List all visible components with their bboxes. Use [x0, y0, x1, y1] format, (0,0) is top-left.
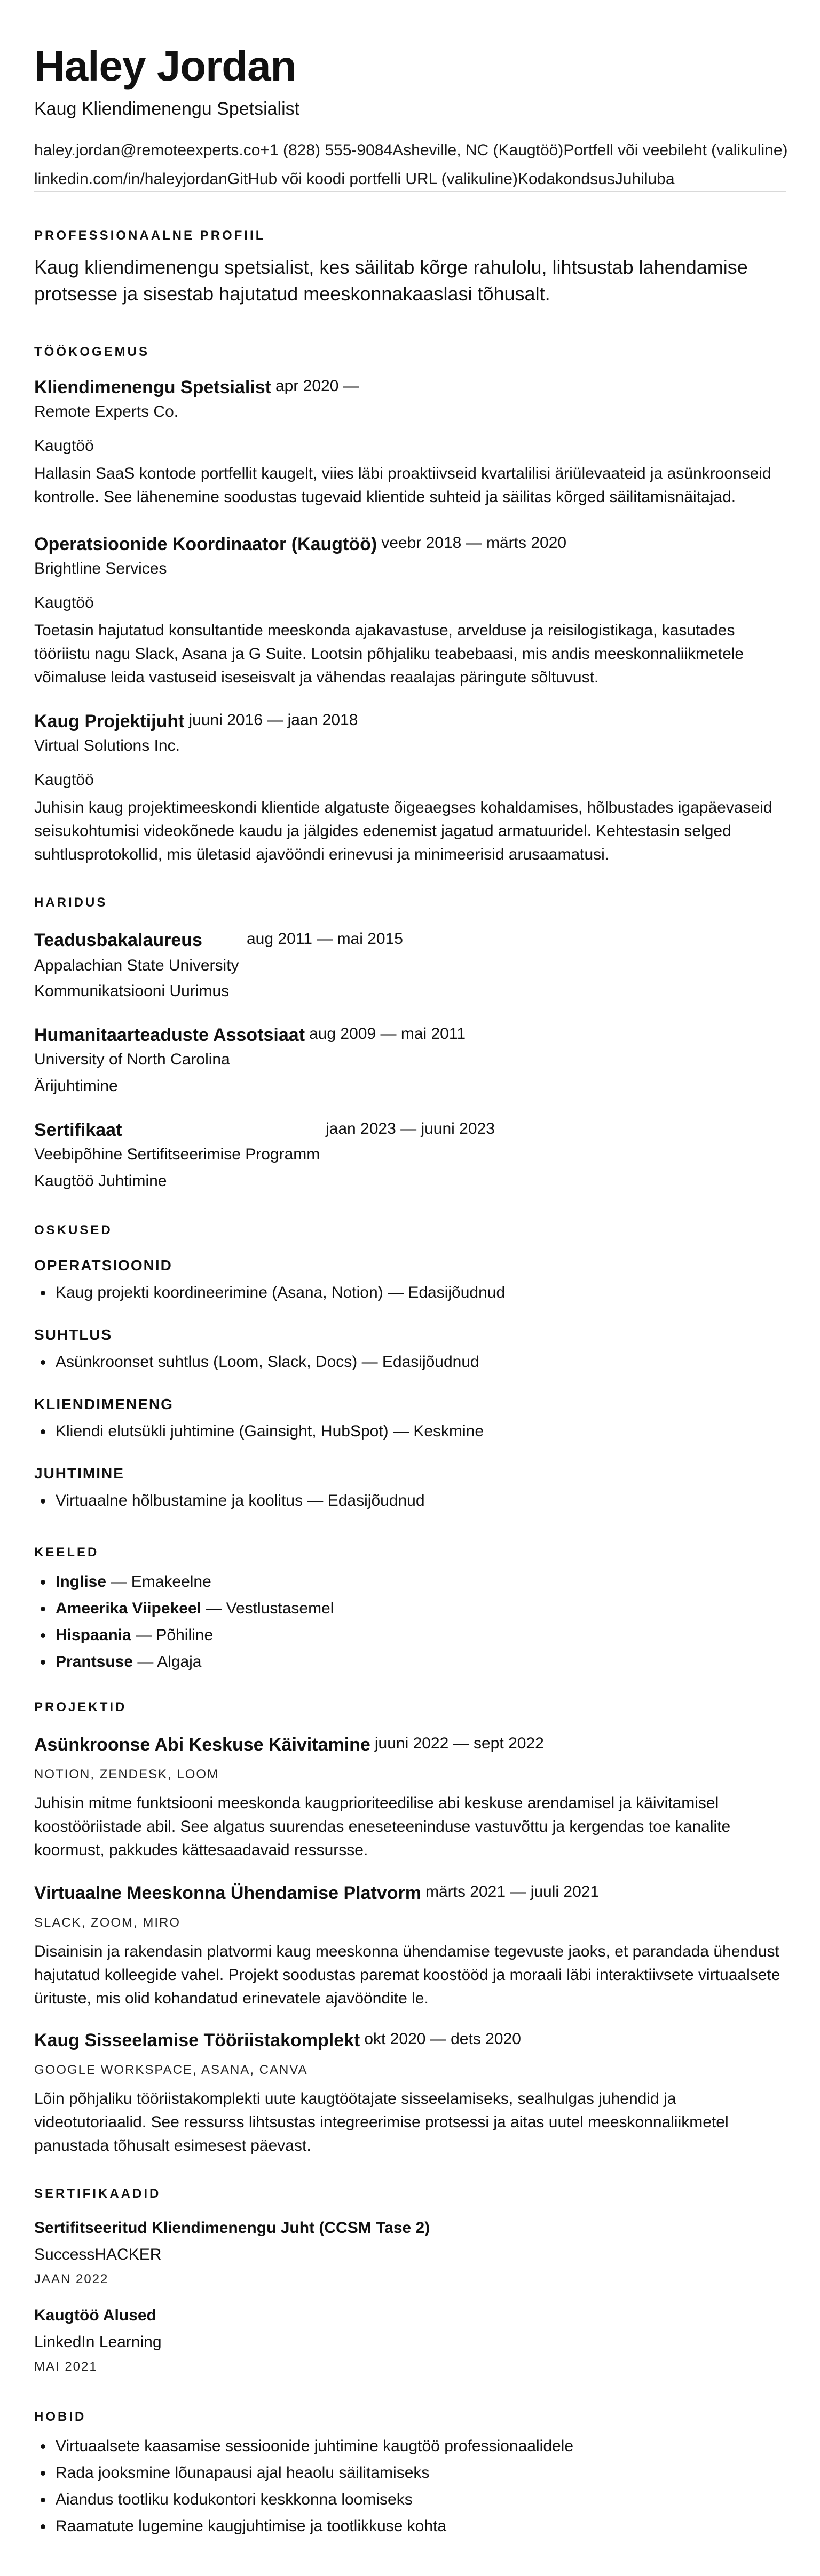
hobby-list [34, 2433, 573, 2540]
experience-description: Juhisin kaug projektimeeskondi klientide algatuste õigeaegses kohaldamises, hõlbustades igapäevaseid seisukohtumisi videokõnede kaudu ja jälgides edenemist jagatud armatuuridel. Kehtestasin selged suhtlusprotokollid, mis ületasid ajavööndi erinevusi ja minimeerisid arusaamatusi. [34, 799, 772, 863]
skill-list [34, 1279, 505, 1306]
experience-entry-header [34, 532, 566, 556]
project-tools: GOOGLE WORKSPACE, ASANA, CANVA [34, 2063, 308, 2077]
certification-date: MAI 2021 [34, 2359, 98, 2374]
contact-row-1 [34, 140, 788, 161]
language-item [34, 1569, 334, 1595]
contact-citizenship: Kodakondsus [517, 170, 615, 188]
hobby-item: Virtuaalsete kaasamise sessioonide juhtimine kaugtöö professionaalidele [34, 2433, 573, 2460]
project-dates: juuni 2022 — sept 2022 [374, 1735, 544, 1752]
skill-item: Kaug projekti koordineerimine (Asana, Notion) — Edasijõudnud [34, 1279, 505, 1306]
experience-dates: veebr 2018 — märts 2020 [381, 534, 567, 552]
project-tools: SLACK, ZOOM, MIRO [34, 1915, 181, 1930]
experience-work-mode: Kaugtöö [34, 437, 94, 455]
contact-drivers-license: Juhiluba [614, 170, 675, 188]
header-divider [34, 191, 786, 192]
language-name: Prantsuse [56, 1653, 133, 1671]
hobby-item: Aiandus tootliku kodukontori keskkonna loomiseks [34, 2486, 573, 2513]
contact-linkedin[interactable]: linkedin.com/in/haleyjordan [34, 170, 227, 188]
section-heading-certifications: SERTIFIKAADID [34, 2187, 161, 2201]
section-heading-education: HARIDUS [34, 895, 108, 910]
education-dates: jaan 2023 — juuni 2023 [326, 1120, 495, 1138]
certification-date: JAAN 2022 [34, 2272, 109, 2286]
education-degree: Humanitaarteaduste Assotsiaat [34, 1025, 305, 1045]
project-description: Disainisin ja rakendasin platvormi kaug meeskonna ühendamise tegevuste jaoks, et parandada ühendust hajutatud kolleegide vahel. Projekt soodustas paremat koostööd ja moraali läbi interaktiivsete virtuaalsete ürituste, mis olid kohandatud erinevatele ajavööndite le. [34, 1943, 780, 2007]
experience-description: Toetasin hajutatud konsultantide meeskonda ajakavastuse, arvelduse ja reisilogistikaga, kasutades tööriistu nagu Slack, Asana ja G Suite. Lootsin põhjaliku teabebaasi, mis andis meeskonnaliikmetele võimaluse leida vastuseid iseseisvalt ja vähendas reaalajas päringute sõltuvust. [34, 622, 744, 686]
education-school: Veebipõhine Sertifitseerimise Programm [34, 1146, 320, 1163]
certification-issuer: SuccessHACKER [34, 2246, 162, 2263]
job-title: Kaug Kliendimenengu Spetsialist [34, 99, 300, 119]
education-field: Kaugtöö Juhtimine [34, 1172, 167, 1190]
skill-group-title: SUHTLUS [34, 1326, 113, 1343]
skill-list [34, 1418, 484, 1445]
education-degree: Teadusbakalaureus [34, 930, 202, 950]
project-dates: okt 2020 — dets 2020 [364, 2030, 521, 2048]
education-school: Appalachian State University [34, 957, 239, 974]
experience-dates: juuni 2016 — jaan 2018 [188, 711, 358, 729]
project-title: Asünkroonse Abi Keskuse Käivitamine [34, 1735, 370, 1755]
skill-list [34, 1349, 479, 1376]
experience-company: Brightline Services [34, 560, 167, 577]
experience-title: Kaug Projektijuht [34, 711, 185, 732]
section-heading-languages: KEELED [34, 1545, 99, 1560]
language-item [34, 1595, 334, 1622]
project-description: Juhisin mitme funktsiooni meeskonda kaugprioriteedilise abi keskuse arendamisel ja käivitamisel koostööriistade abil. See algatus suurendas eneseteeninduse vastuvõttu ja kergendas toe kanalite koormust, pakkudes kättesaadavaid ressursse. [34, 1794, 731, 1859]
skill-list [34, 1488, 425, 1514]
experience-description: Hallasin SaaS kontode portfellit kaugelt, viies läbi proaktiivseid kvartalilisi äriülevaateid ja asünkroonseid kontrolle. See lähenemine soodustas tugevaid klientide suhteid ja säilitas kõrged säilitamisnäitajad. [34, 465, 771, 506]
experience-dates: apr 2020 — [275, 377, 359, 395]
project-entry-header [34, 1881, 599, 1905]
language-name: Ameerika Viipekeel [56, 1600, 201, 1617]
language-item [34, 1649, 334, 1675]
education-dates: aug 2009 — mai 2011 [309, 1025, 466, 1043]
education-school: University of North Carolina [34, 1051, 230, 1068]
contact-row-2 [34, 169, 675, 190]
contact-phone[interactable]: +1 (828) 555-9084 [260, 141, 393, 159]
language-level: — Vestlustasemel [201, 1600, 334, 1617]
skill-group-title: JUHTIMINE [34, 1465, 124, 1482]
project-entry-header [34, 2029, 521, 2052]
experience-title: Operatsioonide Koordinaator (Kaugtöö) [34, 534, 377, 554]
contact-location: Asheville, NC (Kaugtöö) [392, 141, 564, 159]
project-description: Lõin põhjaliku tööriistakomplekti uute kaugtöötajate sisseelamiseks, sealhulgas juhendid ja videotutoriaalid. See ressurss lihtsustas integreerimise protsessi ja aitas uutel meeskonnaliikmetel panustada tõhusalt esimesest päevast. [34, 2090, 729, 2154]
project-entry-header [34, 1733, 544, 1756]
hobby-item: Raamatute lugemine kaugjuhtimise ja tootlikkuse kohta [34, 2513, 573, 2540]
education-entry-header [34, 928, 403, 952]
project-title: Kaug Sisseelamise Tööriistakomplekt [34, 2030, 360, 2050]
experience-title: Kliendimenengu Spetsialist [34, 377, 271, 397]
experience-company: Virtual Solutions Inc. [34, 737, 180, 754]
experience-work-mode: Kaugtöö [34, 594, 94, 611]
education-field: Kommunikatsiooni Uurimus [34, 982, 230, 1000]
language-level: — Emakeelne [106, 1573, 211, 1591]
profile-summary: Kaug kliendimenengu spetsialist, kes säilitab kõrge rahulolu, lihtsustab lahendamise protsesse ja sisestab hajutatud meeskonnakaaslasi tõhusalt. [34, 256, 748, 305]
language-item [34, 1622, 334, 1649]
education-entry-header [34, 1118, 495, 1142]
education-degree: Sertifikaat [34, 1120, 122, 1140]
language-name: Hispaania [56, 1626, 131, 1644]
contact-email[interactable]: haley.jordan@remoteexperts.co [34, 141, 261, 159]
language-level: — Põhiline [131, 1626, 214, 1644]
experience-entry-header [34, 710, 358, 733]
education-entry-header [34, 1023, 466, 1047]
section-heading-profile: PROFESSIONAALNE PROFIIL [34, 228, 266, 243]
certification-issuer: LinkedIn Learning [34, 2333, 162, 2351]
hobby-item: Rada jooksmine lõunapausi ajal heaolu säilitamiseks [34, 2460, 573, 2486]
contact-portfolio[interactable]: Portfell või veebileht (valikuline) [563, 141, 788, 159]
education-field: Ärijuhtimine [34, 1077, 118, 1095]
contact-github[interactable]: GitHub või koodi portfelli URL (valikuline) [227, 170, 518, 188]
project-title: Virtuaalne Meeskonna Ühendamise Platvorm [34, 1883, 421, 1903]
experience-work-mode: Kaugtöö [34, 771, 94, 789]
section-heading-experience: TÖÖKOGEMUS [34, 345, 150, 359]
skill-item: Virtuaalne hõlbustamine ja koolitus — Edasijõudnud [34, 1488, 425, 1514]
project-dates: märts 2021 — juuli 2021 [425, 1883, 600, 1901]
skill-group-title: KLIENDIMENENG [34, 1396, 174, 1412]
skill-item: Kliendi elutsükli juhtimine (Gainsight, HubSpot) — Keskmine [34, 1418, 484, 1445]
certification-name: Kaugtöö Alused [34, 2307, 156, 2324]
section-heading-skills: OSKUSED [34, 1223, 113, 1237]
section-heading-hobbies: HOBID [34, 2410, 86, 2424]
language-name: Inglise [56, 1573, 107, 1591]
experience-entry-header [34, 376, 359, 399]
language-list [34, 1569, 334, 1675]
section-heading-projects: PROJEKTID [34, 1700, 127, 1714]
education-dates: aug 2011 — mai 2015 [247, 930, 403, 948]
skill-group-title: OPERATSIOONID [34, 1257, 172, 1274]
skill-item: Asünkroonset suhtlus (Loom, Slack, Docs) — Edasijõudnud [34, 1349, 479, 1376]
project-tools: NOTION, ZENDESK, LOOM [34, 1767, 219, 1782]
candidate-name: Haley Jordan [34, 42, 296, 90]
experience-company: Remote Experts Co. [34, 403, 179, 420]
language-level: — Algaja [133, 1653, 202, 1671]
certification-name: Sertifitseeritud Kliendimenengu Juht (CCSM Tase 2) [34, 2219, 430, 2237]
